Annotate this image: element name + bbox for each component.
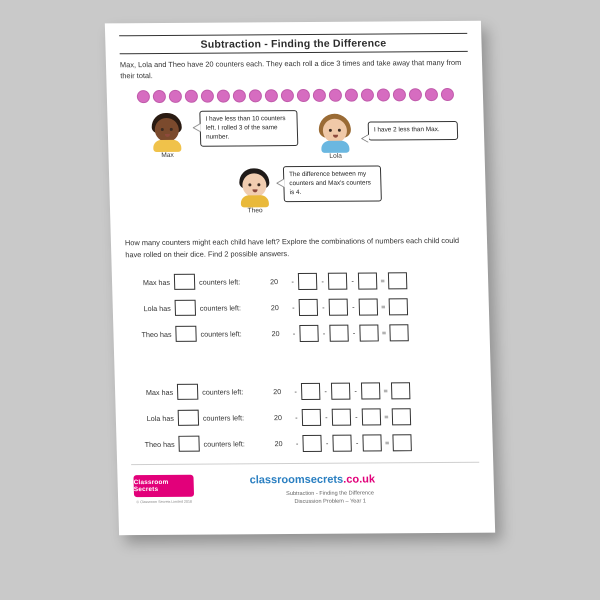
start-number: 20	[269, 276, 279, 286]
counter-token	[168, 90, 181, 103]
result-input[interactable]	[389, 324, 408, 341]
start-number: 20	[270, 302, 279, 312]
dice-input[interactable]	[358, 272, 377, 289]
row-label: Lola has	[143, 303, 171, 313]
answer-row	[129, 381, 478, 400]
worksheet-sheet	[105, 21, 495, 535]
result-input[interactable]	[391, 382, 410, 399]
footer-line-1: Subtraction - Finding the Difference	[285, 490, 375, 498]
counters-left-input[interactable]	[174, 274, 195, 290]
result-input[interactable]	[389, 298, 408, 315]
answer-row	[126, 271, 475, 290]
dice-input[interactable]	[362, 408, 381, 425]
result-input[interactable]	[392, 434, 411, 451]
speech-bubble-theo: The difference between my counters and Max's counters is 4.	[283, 166, 382, 203]
page-title: Subtraction - Finding the Difference	[119, 33, 468, 54]
minus-sign: -	[295, 438, 299, 448]
block-spacer	[128, 349, 477, 369]
counters-left-input[interactable]	[175, 300, 196, 316]
classroom-secrets-logo	[133, 475, 198, 505]
counter-token	[200, 90, 213, 103]
dice-input[interactable]	[328, 272, 347, 289]
equals-sign: =	[381, 328, 387, 338]
row-label: Theo has	[141, 329, 172, 339]
answer-row	[127, 323, 476, 342]
row-suffix: counters left:	[200, 329, 242, 339]
footer-line-2: Discussion Problem – Year 1	[294, 498, 367, 506]
counter-token	[360, 89, 373, 102]
minus-sign: -	[322, 328, 326, 338]
dice-input[interactable]	[359, 324, 378, 341]
row-label: Max has	[145, 387, 174, 397]
minus-sign: -	[291, 276, 294, 286]
counter-token	[344, 89, 357, 102]
row-suffix: counters left:	[202, 413, 245, 423]
counter-token	[264, 90, 277, 103]
start-number: 20	[273, 412, 283, 422]
dice-input[interactable]	[361, 382, 380, 399]
avatar	[237, 169, 272, 207]
minus-sign: -	[294, 386, 297, 396]
counters-row	[121, 88, 469, 103]
character-theo	[231, 169, 278, 215]
counter-token	[136, 91, 149, 104]
minus-sign: -	[321, 302, 325, 312]
dice-input[interactable]	[332, 408, 351, 425]
counter-token	[216, 90, 229, 103]
answer-block-2	[129, 381, 479, 452]
counter-token	[296, 89, 309, 102]
equals-sign: =	[384, 412, 389, 422]
intro-text: Max, Lola and Theo have 20 counters each. They each roll a dice 3 times and take away that many from their total.	[119, 57, 462, 81]
minus-sign: -	[324, 386, 327, 396]
row-label: Theo has	[144, 439, 175, 449]
row-suffix: counters left:	[203, 439, 245, 449]
website-url-name: classroomsecrets	[249, 473, 344, 487]
answer-row	[127, 297, 476, 316]
minus-sign: -	[291, 302, 295, 312]
counter-token	[152, 90, 165, 103]
website-url[interactable]	[249, 473, 375, 486]
counter-token	[248, 90, 261, 103]
dice-input[interactable]	[362, 434, 381, 451]
minus-sign: -	[321, 276, 324, 286]
speech-bubble-lola: I have 2 less than Max.	[368, 121, 459, 140]
speech-bubble-max: I have less than 10 counters left. I rolled 3 of the same number.	[199, 111, 298, 148]
minus-sign: -	[352, 328, 356, 338]
dice-input[interactable]	[331, 382, 350, 399]
minus-sign: -	[355, 412, 358, 422]
dice-input[interactable]	[359, 298, 378, 315]
answer-row	[130, 433, 479, 452]
counter-token	[408, 89, 421, 102]
counter-token	[280, 90, 293, 103]
copyright-text: © Classroom Secrets Limited 2018	[136, 499, 193, 505]
dice-input[interactable]	[329, 324, 348, 341]
answer-block-1	[126, 271, 476, 342]
counter-token	[184, 90, 197, 103]
counter-token	[232, 90, 245, 103]
counters-left-input[interactable]	[175, 326, 196, 342]
result-input[interactable]	[392, 408, 411, 425]
dice-input[interactable]	[298, 273, 317, 290]
equals-sign: =	[381, 302, 386, 312]
counter-token	[424, 89, 437, 102]
row-suffix: counters left:	[202, 387, 244, 397]
dice-input[interactable]	[302, 435, 321, 452]
equals-sign: =	[380, 276, 385, 286]
counter-token	[312, 89, 325, 102]
dice-input[interactable]	[329, 298, 348, 315]
question-text: How many counters might each child have left? Explore the combinations of numbers each child could have rolled on their dice. Find 2 possible answers.	[124, 236, 460, 259]
row-label: Max has	[142, 277, 171, 287]
counters-left-input[interactable]	[177, 384, 198, 400]
dice-input[interactable]	[332, 434, 351, 451]
answer-row	[130, 407, 479, 426]
minus-sign: -	[295, 412, 298, 422]
dice-input[interactable]	[299, 299, 318, 316]
dice-input[interactable]	[299, 325, 318, 342]
minus-sign: -	[325, 438, 329, 448]
dice-input[interactable]	[302, 409, 321, 426]
minus-sign: -	[292, 328, 296, 338]
dice-input[interactable]	[301, 383, 320, 400]
logo-badge: Classroom Secrets	[133, 475, 194, 497]
row-suffix: counters left:	[199, 303, 242, 313]
counter-token	[392, 89, 405, 102]
minus-sign: -	[351, 302, 355, 312]
row-label: Lola has	[146, 413, 174, 423]
avatar	[317, 114, 352, 152]
character-max	[143, 113, 190, 159]
minus-sign: -	[351, 276, 354, 286]
start-number: 20	[271, 328, 280, 338]
minus-sign: -	[355, 438, 359, 448]
counters-left-input[interactable]	[178, 436, 199, 452]
character-name: Max	[161, 152, 174, 160]
start-number: 20	[273, 386, 282, 396]
row-suffix: counters left:	[198, 277, 241, 287]
avatar	[149, 113, 184, 151]
equals-sign: =	[384, 438, 390, 448]
start-number: 20	[274, 438, 283, 448]
page-footer	[131, 462, 481, 525]
minus-sign: -	[325, 412, 328, 422]
counter-token	[376, 89, 389, 102]
character-name: Lola	[329, 153, 342, 161]
footer-subtitle	[250, 489, 410, 507]
characters-area	[121, 105, 473, 235]
counter-token	[328, 89, 341, 102]
equals-sign: =	[383, 386, 388, 396]
minus-sign: -	[354, 386, 357, 396]
character-name: Theo	[247, 207, 263, 215]
character-lola	[311, 114, 358, 160]
counters-left-input[interactable]	[178, 410, 199, 426]
website-url-tld: .co.uk	[343, 473, 376, 486]
result-input[interactable]	[388, 272, 407, 289]
counter-token	[440, 88, 453, 101]
